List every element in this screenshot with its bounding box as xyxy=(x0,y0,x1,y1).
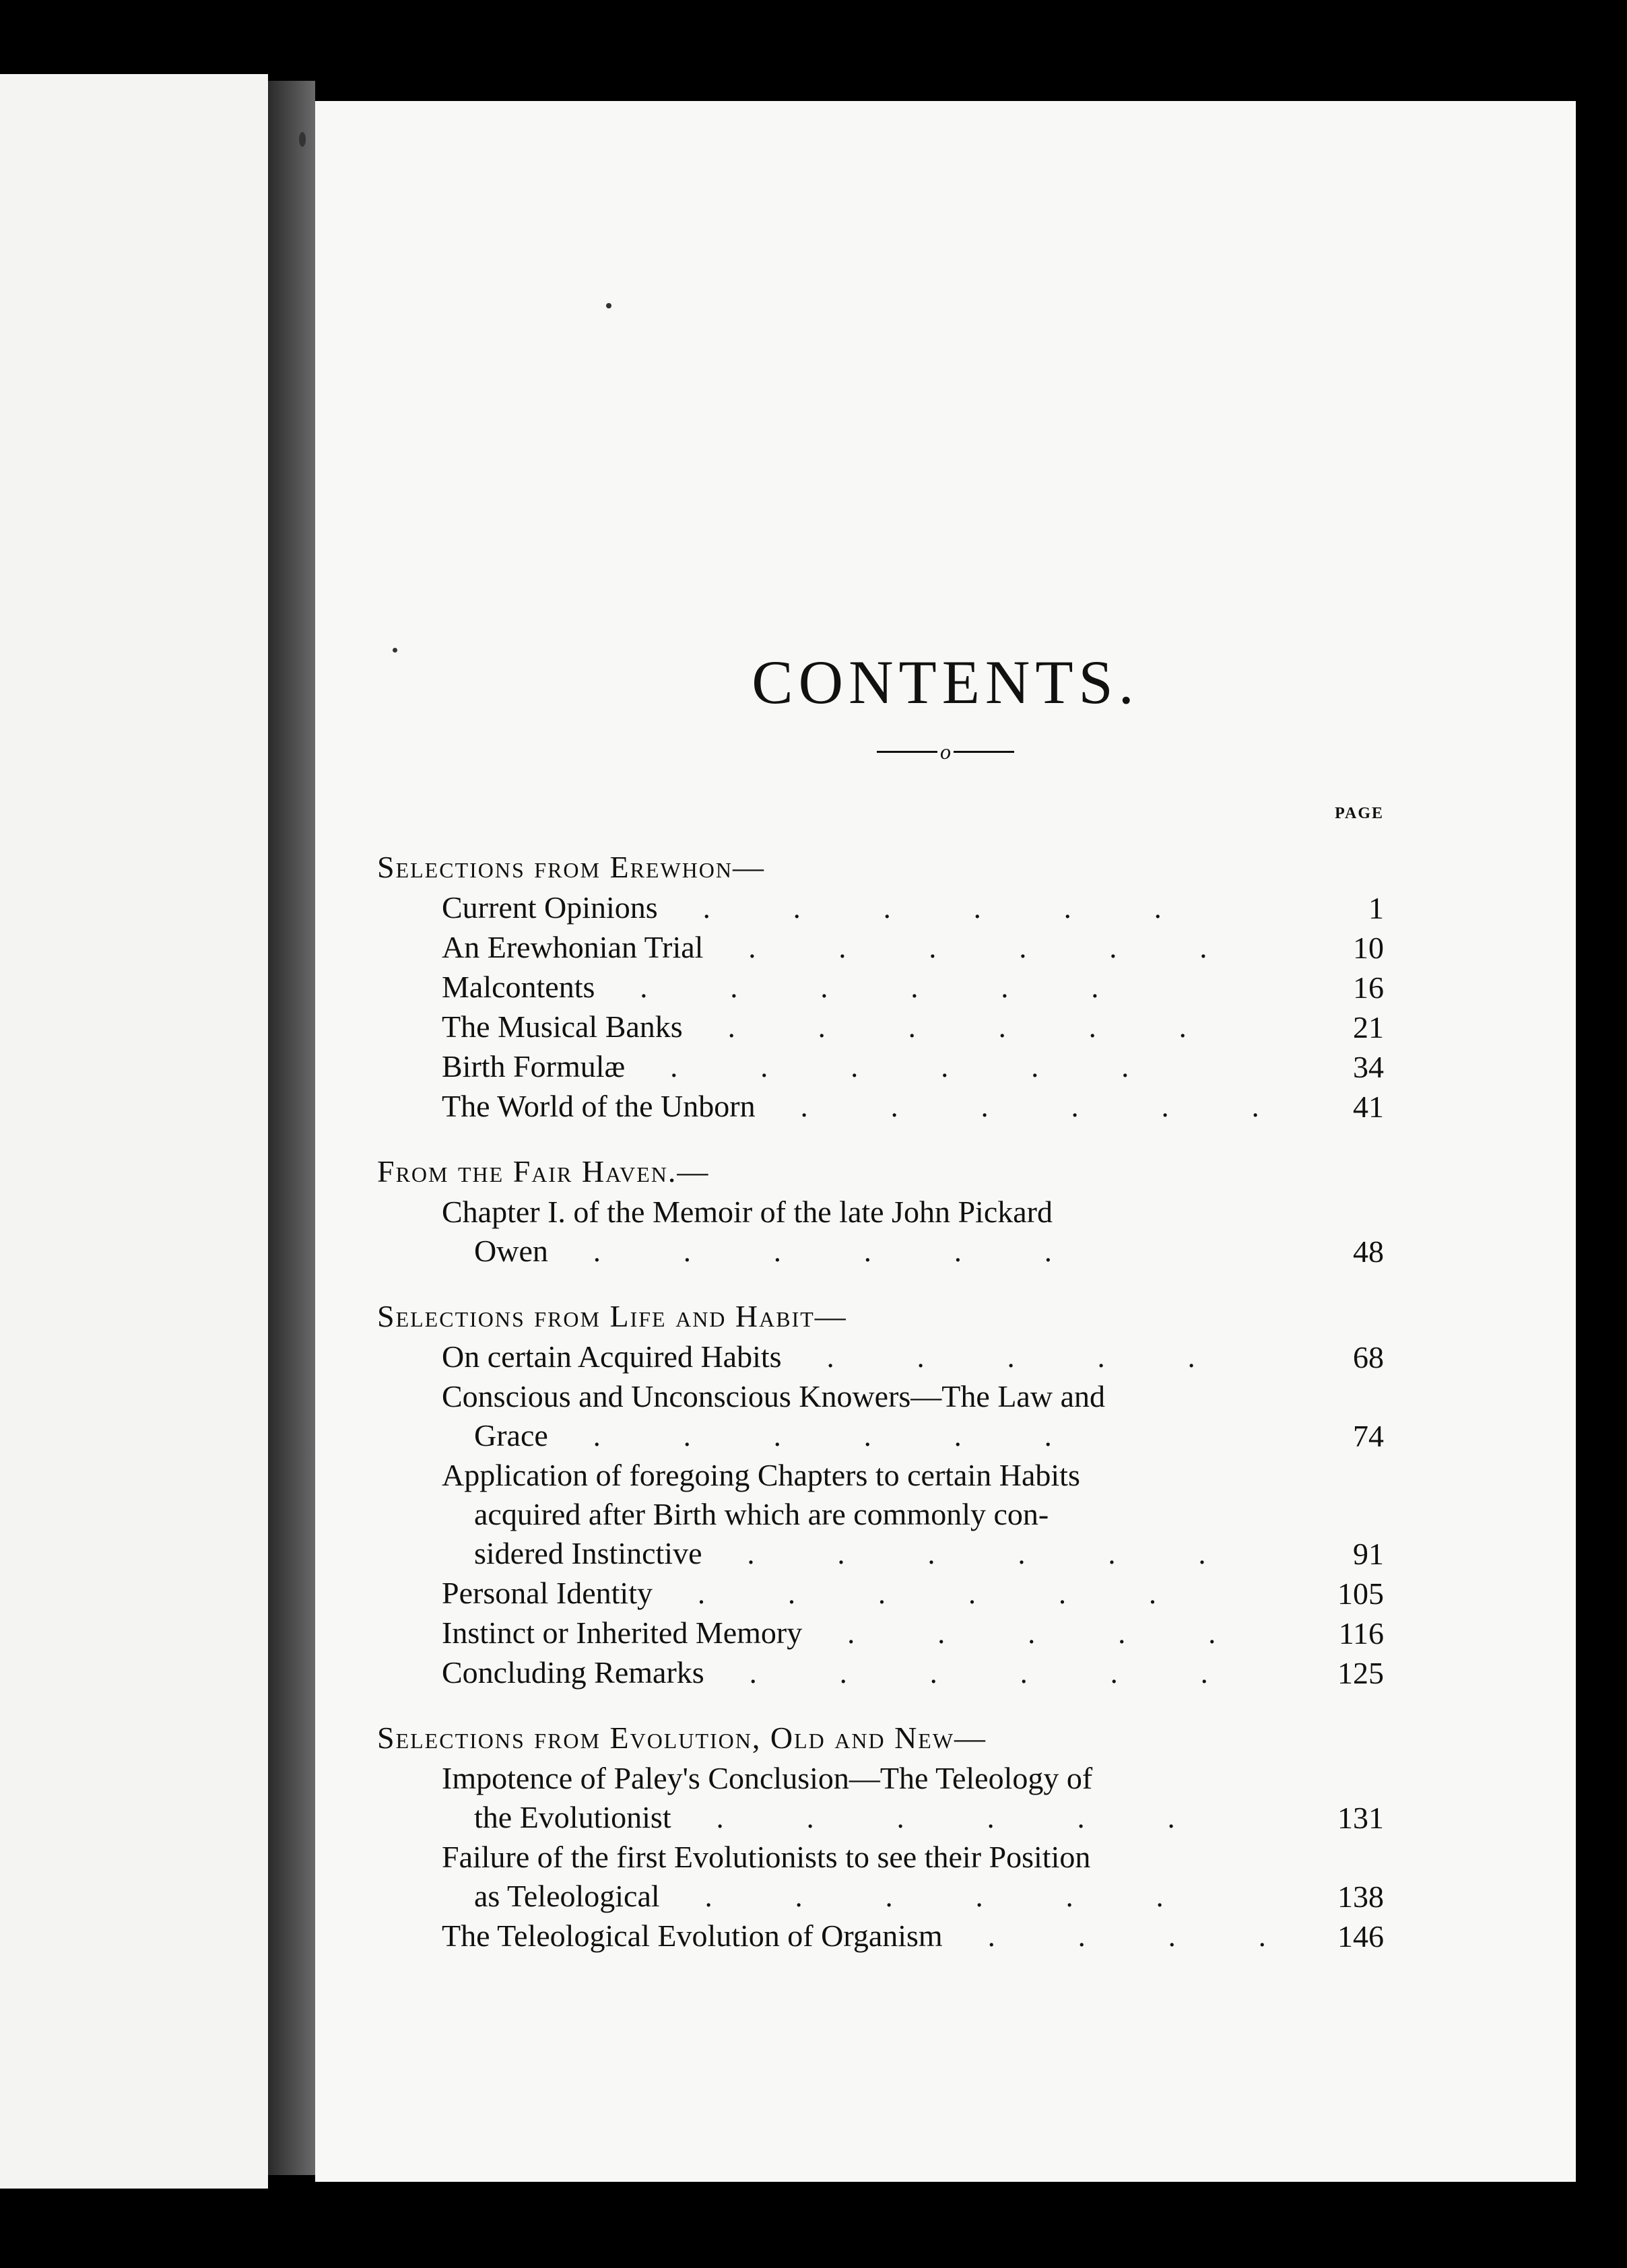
toc-entry xyxy=(377,1613,1384,1653)
toc-entry xyxy=(377,968,1384,1007)
entry-title-line: Impotence of Paley's Conclusion—The Teleology of xyxy=(442,1761,1093,1795)
entry-title xyxy=(442,1916,1310,1956)
book-gutter xyxy=(268,81,315,2175)
entry-title-line: Malcontents . . . . . . xyxy=(442,970,1137,1004)
toc-section xyxy=(377,1717,1384,1956)
rule-ornament: o xyxy=(940,739,951,764)
toc-entry xyxy=(377,1574,1384,1613)
leader-dots: . . . . . . xyxy=(659,1880,1201,1913)
entry-title xyxy=(442,1007,1310,1047)
leader-dots: . . . . . . xyxy=(682,1011,1224,1044)
toc-entry xyxy=(377,1337,1384,1377)
entry-title-line: Birth Formulæ . . . . . . xyxy=(442,1049,1167,1083)
leader-dots: . . . . . . xyxy=(704,1657,1246,1690)
page-number: 48 xyxy=(1353,1234,1384,1269)
toc-entry xyxy=(377,1759,1384,1838)
toc-section xyxy=(377,1151,1384,1271)
leader-dots: . . . . . . xyxy=(657,892,1199,925)
ornamental-rule xyxy=(877,741,1014,762)
contents-page xyxy=(315,101,1576,2182)
page-number: 41 xyxy=(1353,1090,1384,1124)
toc-entry xyxy=(377,1653,1384,1693)
leader-dots: . . . . . . xyxy=(625,1050,1167,1083)
page-number: 21 xyxy=(1353,1010,1384,1044)
toc-entry xyxy=(377,1456,1384,1574)
toc-entry xyxy=(377,1087,1384,1127)
leader-dots: . . . . . . xyxy=(702,1537,1244,1570)
leader-dots: . . . . . . xyxy=(547,1420,1090,1453)
section-title: From the Fair Haven.— xyxy=(377,1154,710,1189)
entry-title xyxy=(442,1838,1310,1916)
toc-entry xyxy=(377,928,1384,968)
page-heading: CONTENTS. xyxy=(752,647,1139,716)
entry-title-line: Current Opinions . . . . . . xyxy=(442,890,1199,925)
leader-dots: . . . . xyxy=(942,1920,1304,1953)
page-number: 68 xyxy=(1353,1340,1384,1374)
ink-speck xyxy=(606,303,611,308)
entry-title-line: Failure of the first Evolutionists to see their Position xyxy=(442,1840,1091,1874)
entry-title-line: Instinct or Inherited Memory . . . . . xyxy=(442,1615,1254,1650)
ink-speck xyxy=(299,132,306,147)
toc-section xyxy=(377,805,1384,1127)
entry-title-line: Personal Identity . . . . . . xyxy=(442,1576,1194,1610)
entry-title-line: The Musical Banks . . . . . . xyxy=(442,1009,1224,1044)
toc-entry xyxy=(377,888,1384,928)
entry-title xyxy=(442,1193,1310,1271)
entry-title xyxy=(442,1337,1310,1377)
entry-title xyxy=(442,888,1310,928)
toc-entry xyxy=(377,1193,1384,1271)
entry-title xyxy=(442,928,1310,968)
leader-dots: . . . . . xyxy=(781,1341,1233,1374)
entry-title-line: Chapter I. of the Memoir of the late John Pickard xyxy=(442,1195,1053,1229)
entry-title-line: Conscious and Unconscious Knowers—The Law and xyxy=(442,1379,1105,1413)
page-number: 74 xyxy=(1353,1419,1384,1453)
entry-title-line: The World of the Unborn . . . . . . xyxy=(442,1089,1297,1123)
entry-title xyxy=(442,1087,1310,1127)
section-title: Selections from Evolution, Old and New— xyxy=(377,1721,987,1755)
entry-title xyxy=(442,1377,1310,1456)
leader-dots: . . . . . xyxy=(802,1617,1254,1650)
page-number: 131 xyxy=(1337,1801,1384,1835)
entry-title-line: sidered Instinctive . . . . . . xyxy=(474,1536,1244,1570)
toc-entry xyxy=(377,1377,1384,1456)
leader-dots: . . . . . . xyxy=(547,1235,1090,1268)
entry-title-line: acquired after Birth which are commonly con- xyxy=(474,1497,1049,1531)
leader-dots: . . . . . . xyxy=(595,971,1137,1004)
page-number: 116 xyxy=(1338,1616,1384,1650)
leader-dots: . . . . . . xyxy=(703,931,1245,964)
entry-title-line: the Evolutionist . . . . . . xyxy=(474,1800,1213,1834)
entry-title-line: Owen . . . . . . xyxy=(474,1234,1090,1268)
entry-title xyxy=(442,1456,1310,1574)
entry-title-line: as Teleological . . . . . . xyxy=(474,1879,1201,1913)
leader-dots: . . . . . . xyxy=(671,1801,1213,1834)
entry-title xyxy=(442,1613,1310,1653)
entry-title-line: On certain Acquired Habits . . . . . xyxy=(442,1339,1233,1374)
entry-title xyxy=(442,1759,1310,1838)
entry-title-line: The Teleological Evolution of Organism . . . . xyxy=(442,1919,1304,1953)
page-number: 10 xyxy=(1353,931,1384,965)
page-column-label: PAGE xyxy=(1335,805,1384,822)
entry-title xyxy=(442,1574,1310,1613)
toc-section xyxy=(377,1296,1384,1693)
entry-title-line: Grace . . . . . . xyxy=(474,1418,1090,1453)
section-title: Selections from Life and Habit— xyxy=(377,1299,847,1333)
section-title: Selections from Erewhon— xyxy=(377,850,766,884)
entry-title xyxy=(442,1653,1310,1693)
toc-entry xyxy=(377,1007,1384,1047)
page-number: 146 xyxy=(1337,1919,1384,1954)
entry-title-line: Application of foregoing Chapters to certain Habits xyxy=(442,1458,1080,1492)
table-of-contents xyxy=(377,805,1384,1956)
leader-dots: . . . . . . xyxy=(653,1577,1194,1610)
page-number: 16 xyxy=(1353,970,1384,1005)
entry-title-line: An Erewhonian Trial . . . . . . xyxy=(442,930,1245,964)
entry-title-line: Concluding Remarks . . . . . . xyxy=(442,1655,1246,1690)
entry-title xyxy=(442,968,1310,1007)
page-number: 105 xyxy=(1337,1576,1384,1611)
page-number: 138 xyxy=(1337,1879,1384,1914)
toc-entry xyxy=(377,1916,1384,1956)
page-number: 91 xyxy=(1353,1537,1384,1571)
toc-entry xyxy=(377,1047,1384,1087)
page-number: 1 xyxy=(1368,891,1384,925)
page-number: 125 xyxy=(1337,1656,1384,1690)
entry-title xyxy=(442,1047,1310,1087)
leader-dots: . . . . . . xyxy=(755,1090,1297,1123)
toc-entry xyxy=(377,1838,1384,1916)
previous-page xyxy=(0,74,268,2189)
page-number: 34 xyxy=(1353,1050,1384,1084)
